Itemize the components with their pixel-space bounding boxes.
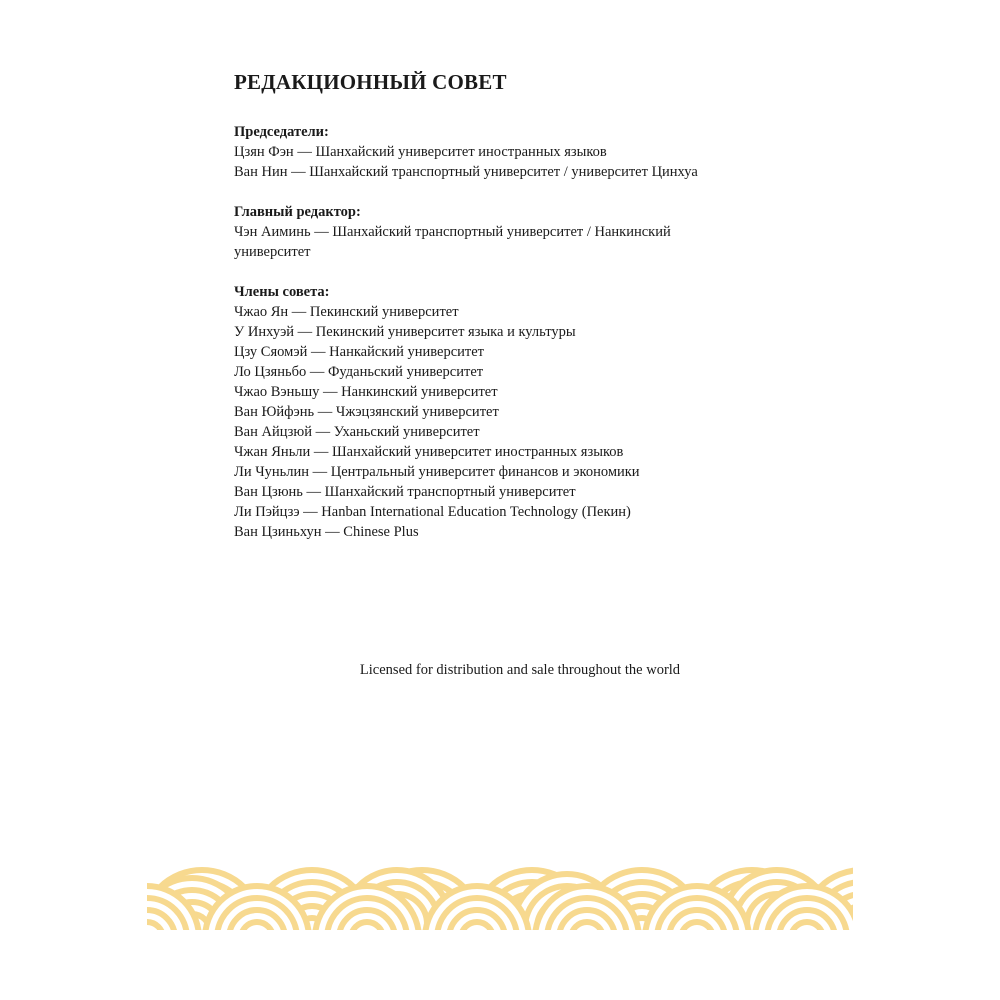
list-item: Ван Юйфэнь — Чжэцзянский университет xyxy=(234,404,499,420)
list-item: Ло Цзяньбо — Фуданьский университет xyxy=(234,364,484,380)
list-item: Ван Айцзюй — Уханьский университет xyxy=(234,424,480,440)
list-item: Ван Нин — Шанхайский транспортный университет / университет Цинхуа xyxy=(234,164,698,180)
section-heading: Главный редактор: xyxy=(234,204,361,220)
list-item: Чэн Аиминь — Шанхайский транспортный университет / Нанкинский xyxy=(234,224,671,240)
chairs-section xyxy=(234,122,754,182)
list-item: Чжао Ян — Пекинский университет xyxy=(234,304,459,320)
list-item: Ван Цзюнь — Шанхайский транспортный университет xyxy=(234,484,576,500)
list-item: Чжан Яньли — Шанхайский университет иностранных языков xyxy=(234,444,624,460)
editorial-board-list xyxy=(234,122,754,562)
list-item: Ли Пэйцзэ — Hanban International Education Technology (Пекин) xyxy=(234,504,631,520)
list-item: университет xyxy=(234,244,311,260)
editor-in-chief-section xyxy=(234,202,754,262)
board-members-section xyxy=(234,282,754,542)
section-heading: Председатели: xyxy=(234,124,329,140)
list-item: У Инхуэй — Пекинский университет языка и культуры xyxy=(234,324,576,340)
list-item: Ли Чуньлин — Центральный университет финансов и экономики xyxy=(234,464,640,480)
list-item: Ван Цзиньхун — Chinese Plus xyxy=(234,524,419,540)
page-title: РЕДАКЦИОННЫЙ СОВЕТ xyxy=(234,70,507,94)
list-item: Цзу Сяомэй — Нанкайский университет xyxy=(234,344,485,360)
license-notice: Licensed for distribution and sale throughout the world xyxy=(359,662,681,678)
wave-pattern-decoration xyxy=(147,860,853,930)
list-item: Чжао Вэньшу — Нанкинский университет xyxy=(234,384,498,400)
list-item: Цзян Фэн — Шанхайский университет иностранных языков xyxy=(234,144,607,160)
section-heading: Члены совета: xyxy=(234,284,330,300)
